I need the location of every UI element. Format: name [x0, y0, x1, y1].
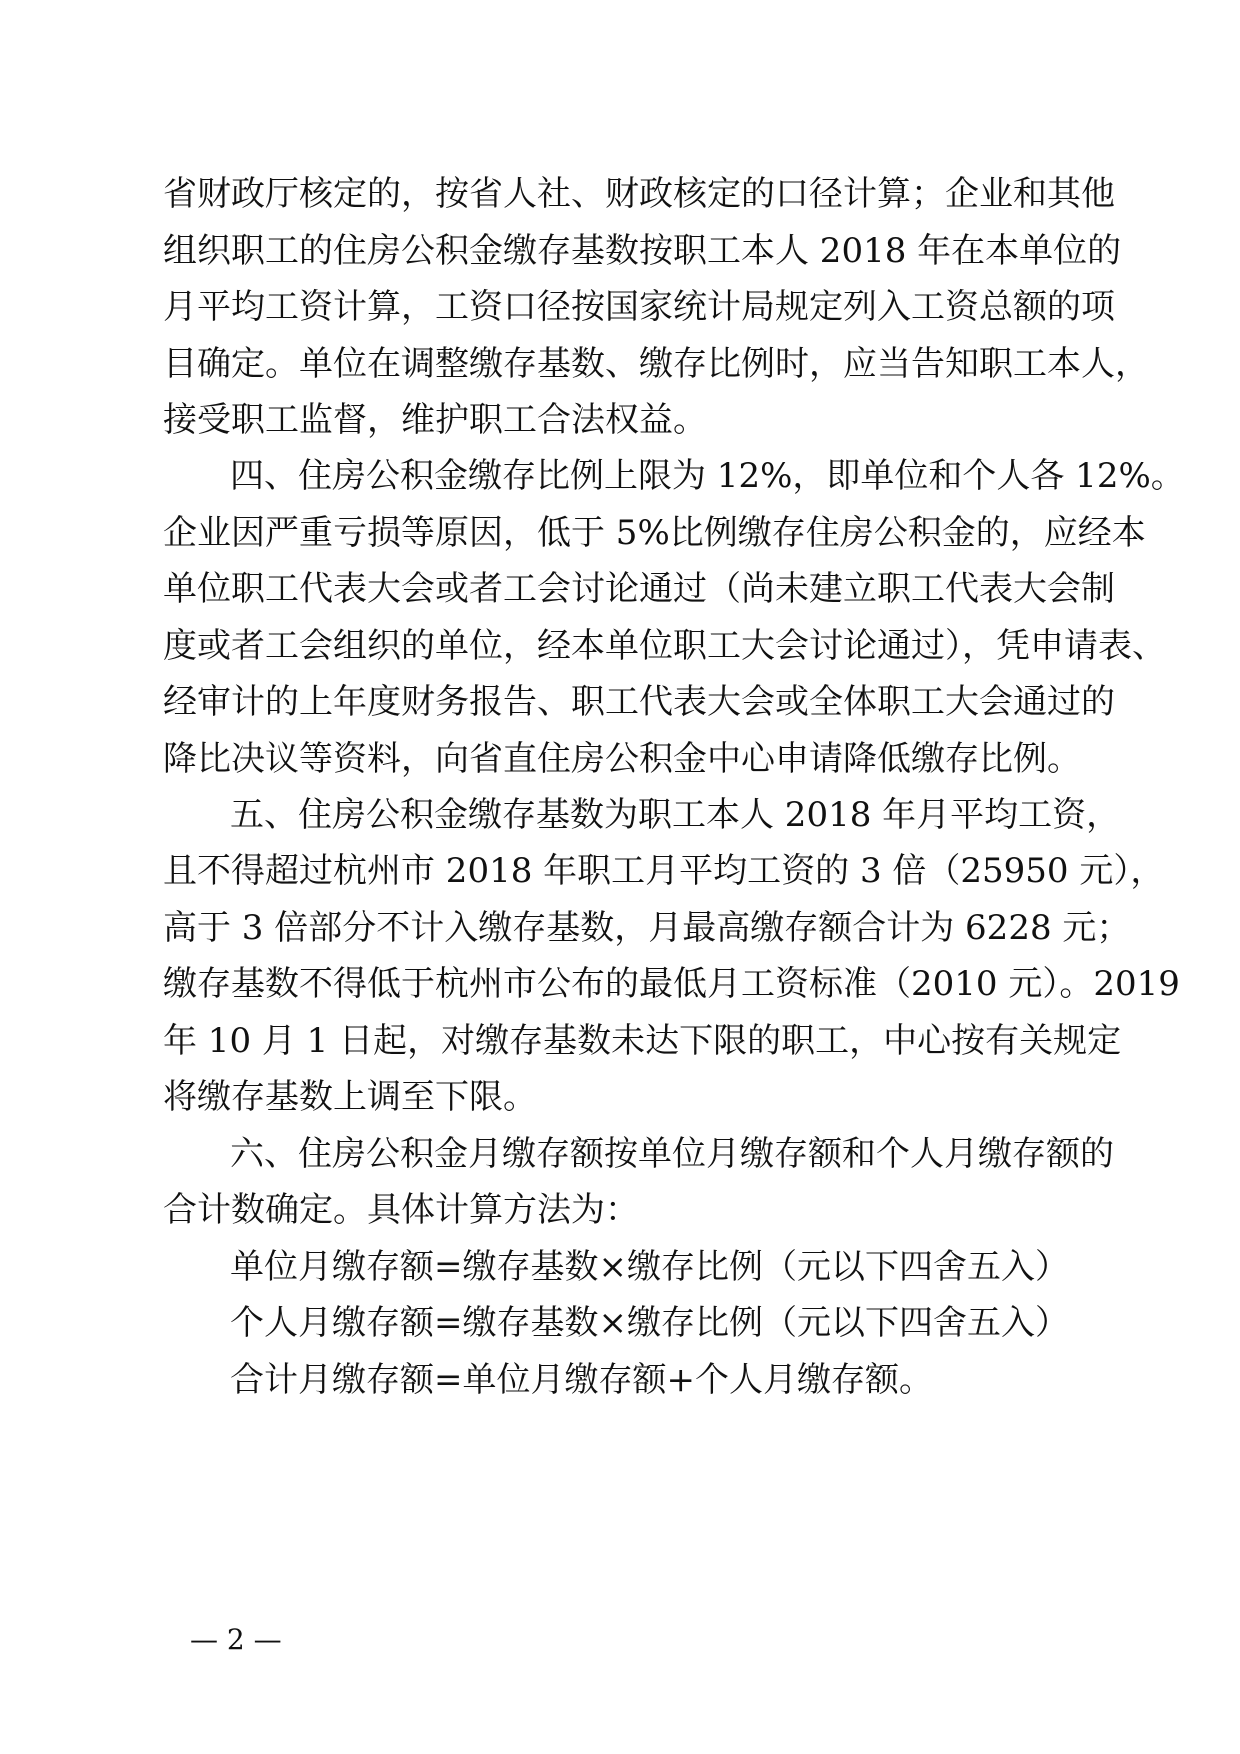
text-line: 将缴存基数上调至下限。	[163, 1077, 537, 1117]
page-number: — 2 —	[190, 1623, 282, 1656]
text-line: 度或者工会组织的单位，经本单位职工大会讨论通过），凭申请表、	[163, 626, 1166, 666]
text-line: 合计数确定。具体计算方法为：	[163, 1190, 639, 1230]
formula-line: 个人月缴存额=缴存基数×缴存比例（元以下四舍五入）	[230, 1303, 1069, 1343]
text-line: 接受职工监督，维护职工合法权益。	[163, 400, 707, 440]
text-line: 经审计的上年度财务报告、职工代表大会或全体职工大会通过的	[163, 682, 1115, 722]
text-line: 单位职工代表大会或者工会讨论通过（尚未建立职工代表大会制	[163, 569, 1115, 609]
text-line: 缴存基数不得低于杭州市公布的最低月工资标准（2010 元）。2019	[163, 964, 1180, 1004]
text-line: 企业因严重亏损等原因，低于 5%比例缴存住房公积金的，应经本	[163, 513, 1146, 553]
text-line: 月平均工资计算，工资口径按国家统计局规定列入工资总额的项	[163, 287, 1115, 327]
text-line: 降比决议等资料，向省直住房公积金中心申请降低缴存比例。	[163, 739, 1081, 779]
paragraph-four-heading-line: 四、住房公积金缴存比例上限为 12%，即单位和个人各 12%。	[230, 456, 1185, 496]
paragraph-six-heading-line: 六、住房公积金月缴存额按单位月缴存额和个人月缴存额的	[230, 1134, 1114, 1174]
text-line: 且不得超过杭州市 2018 年职工月平均工资的 3 倍（25950 元），	[163, 851, 1165, 891]
paragraph-five-heading-line: 五、住房公积金缴存基数为职工本人 2018 年月平均工资，	[230, 795, 1121, 835]
text-line: 高于 3 倍部分不计入缴存基数，月最高缴存额合计为 6228 元；	[163, 908, 1131, 948]
formula-line: 合计月缴存额=单位月缴存额+个人月缴存额。	[230, 1360, 933, 1400]
text-line: 年 10 月 1 日起，对缴存基数未达下限的职工，中心按有关规定	[163, 1021, 1122, 1061]
text-line: 组织职工的住房公积金缴存基数按职工本人 2018 年在本单位的	[163, 231, 1122, 271]
text-line: 目确定。单位在调整缴存基数、缴存比例时，应当告知职工本人，	[163, 344, 1149, 384]
formula-line: 单位月缴存额=缴存基数×缴存比例（元以下四舍五入）	[230, 1247, 1069, 1287]
text-line: 省财政厅核定的，按省人社、财政核定的口径计算；企业和其他	[163, 174, 1115, 214]
